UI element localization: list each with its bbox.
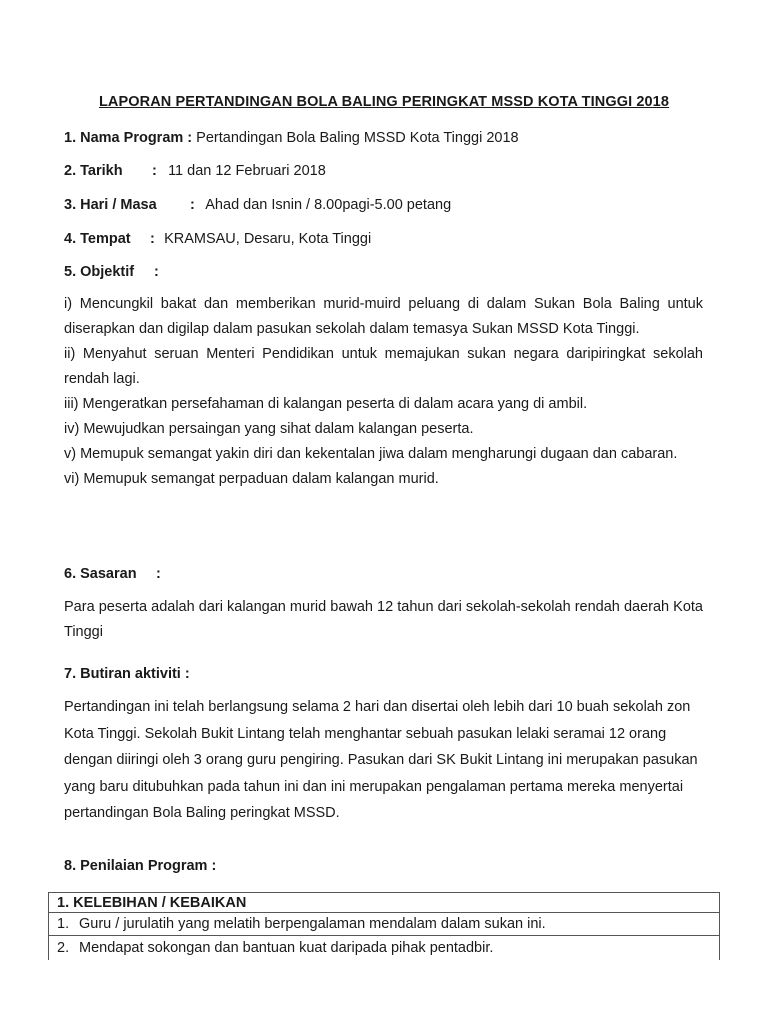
- report-title: LAPORAN PERTANDINGAN BOLA BALING PERINGKAT MSSD KOTA TINGGI 2018: [98, 94, 670, 110]
- objektif-item: v) Memupuk semangat yakin diri dan kekentalan jiwa dalam mengharungi dugaan dan cabaran.: [64, 446, 678, 462]
- objektif-heading-label: 5. Objektif: [64, 264, 135, 280]
- objektif-heading-colon: :: [154, 264, 159, 280]
- field-program-label: 1. Nama Program :: [64, 130, 193, 146]
- objektif-item: vi) Memupuk semangat perpaduan dalam kalangan murid.: [64, 471, 439, 487]
- sasaran-text: Para peserta adalah dari kalangan murid bawah 12 tahun dari sekolah-sekolah rendah daerah Kota Tinggi: [64, 599, 703, 640]
- field-tarikh-colon: :: [152, 163, 157, 179]
- table-cell: [49, 936, 720, 961]
- butiran-text: Pertandingan ini telah berlangsung selama 2 hari dan disertai oleh lebih dari 10 buah sekolah zon Kota Tinggi. Sekolah Bukit Lintang telah menghantar sebuah pasukan lelaki seramai 12 orang dengan diiringi oleh 3 orang guru pengiring. Pasukan dari SK Bukit Lintang ini merupakan pasukan yang baru ditubuhkan pada tahun ini dan ini merupakan pengalaman pertama mereka menyertai pertandingan Bola Baling peringkat MSSD.: [64, 699, 698, 821]
- row-number: 1.: [57, 916, 70, 932]
- row-text: Mendapat sokongan dan bantuan kuat daripada pihak pentadbir.: [79, 940, 494, 956]
- field-tempat-label: 4. Tempat: [64, 231, 131, 247]
- penilaian-heading: 8. Penilaian Program :: [64, 858, 217, 874]
- table-cell: [49, 913, 720, 936]
- table-row: [49, 936, 720, 961]
- objektif-item: iii) Mengeratkan persefahaman di kalangan peserta di dalam acara yang di ambil.: [64, 396, 588, 412]
- sasaran-heading-colon: :: [156, 566, 161, 582]
- sasaran-heading-label: 6. Sasaran: [64, 566, 137, 582]
- objektif-item: ii) Menyahut seruan Menteri Pendidikan untuk memajukan sukan negara daripiringkat sekolah rendah lagi.: [64, 346, 703, 387]
- field-hari-label: 3. Hari / Masa: [64, 197, 157, 213]
- objektif-list: [64, 292, 703, 492]
- table-header-row: [49, 893, 720, 913]
- field-tempat-value: KRAMSAU, Desaru, Kota Tinggi: [164, 231, 372, 247]
- objektif-item: iv) Mewujudkan persaingan yang sihat dalam kalangan peserta.: [64, 421, 474, 437]
- objektif-heading: [64, 264, 159, 280]
- field-hari-colon: :: [190, 197, 195, 213]
- field-tempat-colon: :: [150, 231, 155, 247]
- sasaran-heading: [64, 566, 161, 582]
- field-program: [64, 130, 519, 146]
- field-tarikh-value: 11 dan 12 Februari 2018: [168, 163, 326, 179]
- field-tarikh-label: 2. Tarikh: [64, 163, 123, 179]
- table-header-cell: 1. KELEBIHAN / KEBAIKAN: [49, 893, 720, 913]
- field-tempat: [64, 231, 371, 247]
- objektif-item: i) Mencungkil bakat dan memberikan murid-muird peluang di dalam Sukan Bola Baling untuk diserapkan dan digilap dalam pasukan sekolah dalam temasya Sukan MSSD Kota Tinggi.: [64, 296, 703, 337]
- field-hari-value: Ahad dan Isnin / 8.00pagi-5.00 petang: [205, 197, 452, 213]
- row-text: Guru / jurulatih yang melatih berpengalaman mendalam dalam sukan ini.: [79, 916, 546, 932]
- row-number: 2.: [57, 940, 70, 956]
- table-row: [49, 913, 720, 936]
- butiran-heading: 7. Butiran aktiviti :: [64, 666, 190, 682]
- field-tarikh: [64, 163, 326, 179]
- field-hari: [64, 197, 451, 213]
- field-program-value: Pertandingan Bola Baling MSSD Kota Tinggi 2018: [196, 130, 519, 146]
- evaluation-table: [48, 892, 720, 960]
